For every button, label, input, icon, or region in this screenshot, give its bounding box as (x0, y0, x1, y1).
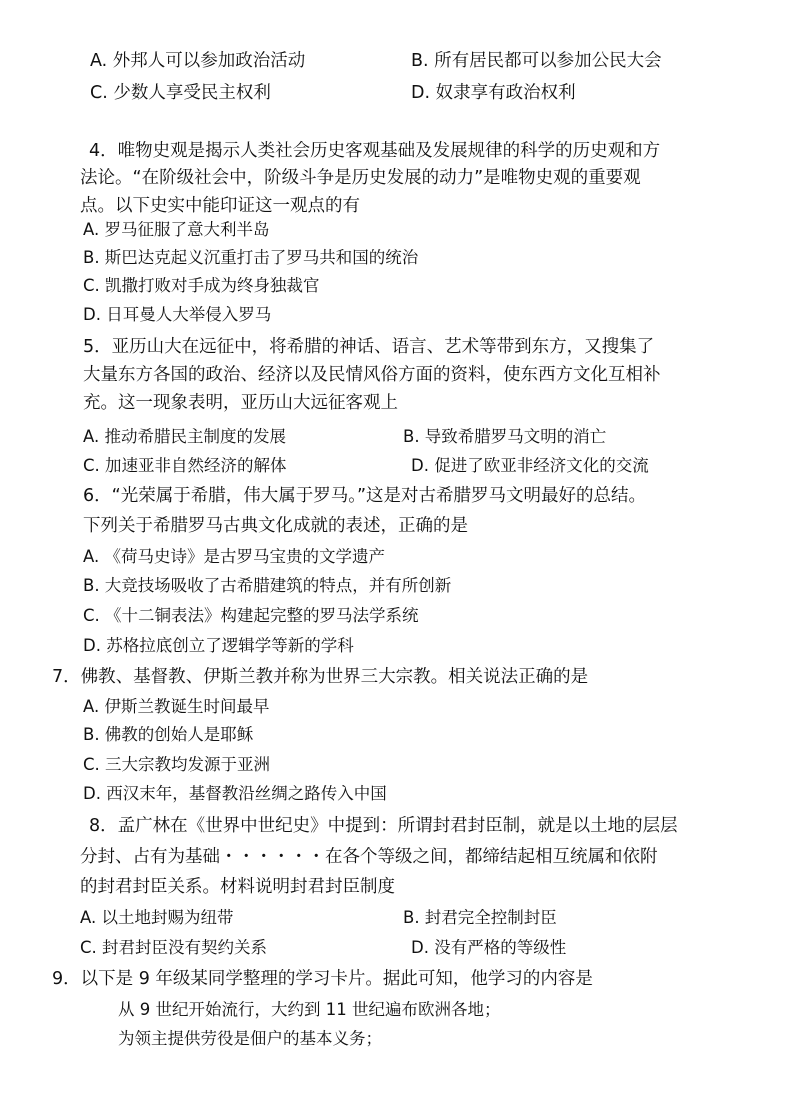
q8-stem-line-1: 8．孟广林在《世界中世纪史》中提到：所谓封君封臣制，就是以土地的层层 (89, 816, 678, 836)
q6-stem-line-1: 6．“光荣属于希腊，伟大属于罗马。”这是对古希腊罗马文明最好的总结。 (83, 486, 647, 506)
q4-option-b: B. 斯巴达克起义沉重打击了罗马共和国的统治 (83, 248, 419, 267)
q4-stem-line-1: 4．唯物史观是揭示人类社会历史客观基础及发展规律的科学的历史观和方 (89, 141, 661, 161)
q4-stem-line-3: 点。以下史实中能印证这一观点的有 (80, 196, 360, 216)
q6-option-c: C. 《十二铜表法》构建起完整的罗马法学系统 (83, 606, 419, 625)
q5-option-d: D. 促进了欧亚非经济文化的交流 (411, 456, 649, 475)
q8-option-c: C. 封君封臣没有契约关系 (80, 938, 268, 957)
q4-option-a: A. 罗马征服了意大利半岛 (83, 220, 270, 239)
q8-stem-line-3: 的封君封臣关系。材料说明封君封臣制度 (80, 877, 395, 897)
q6-option-b: B. 大竞技场吸收了古希腊建筑的特点，并有所创新 (83, 576, 452, 595)
q5-option-a: A. 推动希腊民主制度的发展 (83, 427, 286, 446)
q4-option-d: D. 日耳曼人大举侵入罗马 (83, 305, 272, 324)
q3-option-a: A. 外邦人可以参加政治活动 (90, 51, 306, 71)
q8-option-d: D. 没有严格的等级性 (411, 938, 567, 957)
q7-stem-line-1: 7．佛教、基督教、伊斯兰教并称为世界三大宗教。相关说法正确的是 (52, 667, 589, 687)
q7-option-b: B. 佛教的创始人是耶稣 (83, 725, 254, 744)
q9-card-line-2: 为领主提供劳役是佃户的基本义务； (118, 1029, 382, 1048)
q5-stem-line-2: 大量东方各国的政治、经济以及民情风俗方面的资料，使东西方文化互相补 (83, 365, 661, 385)
q6-option-a: A. 《荷马史诗》是古罗马宝贵的文学遗产 (83, 547, 385, 566)
q5-stem-line-1: 5．亚历山大在远征中，将希腊的神话、语言、艺术等带到东方，又搜集了 (83, 337, 655, 357)
q5-option-b: B. 导致希腊罗马文明的消亡 (403, 427, 607, 446)
q7-option-c: C. 三大宗教均发源于亚洲 (83, 755, 271, 774)
q6-stem-line-2: 下列关于希腊罗马古典文化成就的表述，正确的是 (83, 516, 468, 536)
q9-stem-line-1: 9．以下是 9 年级某同学整理的学习卡片。据此可知，他学习的内容是 (52, 969, 593, 989)
q3-option-b: B. 所有居民都可以参加公民大会 (411, 51, 662, 71)
q7-option-a: A. 伊斯兰教诞生时间最早 (83, 697, 270, 716)
q8-option-a: A. 以土地封赐为纽带 (80, 908, 234, 927)
q4-option-c: C. 凯撒打败对手成为终身独裁官 (83, 276, 320, 295)
q7-option-d: D. 西汉末年，基督教沿丝绸之路传入中国 (83, 784, 387, 803)
q8-stem-line-2: 分封、占有为基础・・・・・・在各个等级之间，都缔结起相互统属和依附 (80, 847, 658, 867)
q5-option-c: C. 加速亚非自然经济的解体 (83, 456, 287, 475)
q6-option-d: D. 苏格拉底创立了逻辑学等新的学科 (83, 636, 354, 655)
q4-stem-line-2: 法论。“在阶级社会中，阶级斗争是历史发展的动力”是唯物史观的重要观 (80, 168, 641, 188)
q8-option-b: B. 封君完全控制封臣 (403, 908, 557, 927)
q3-option-c: C. 少数人享受民主权利 (90, 83, 271, 103)
q5-stem-line-3: 充。这一现象表明，亚历山大远征客观上 (83, 393, 398, 413)
q9-card-line-1: 从 9 世纪开始流行，大约到 11 世纪遍布欧洲各地； (118, 1000, 501, 1019)
q3-option-d: D. 奴隶享有政治权利 (411, 83, 576, 103)
